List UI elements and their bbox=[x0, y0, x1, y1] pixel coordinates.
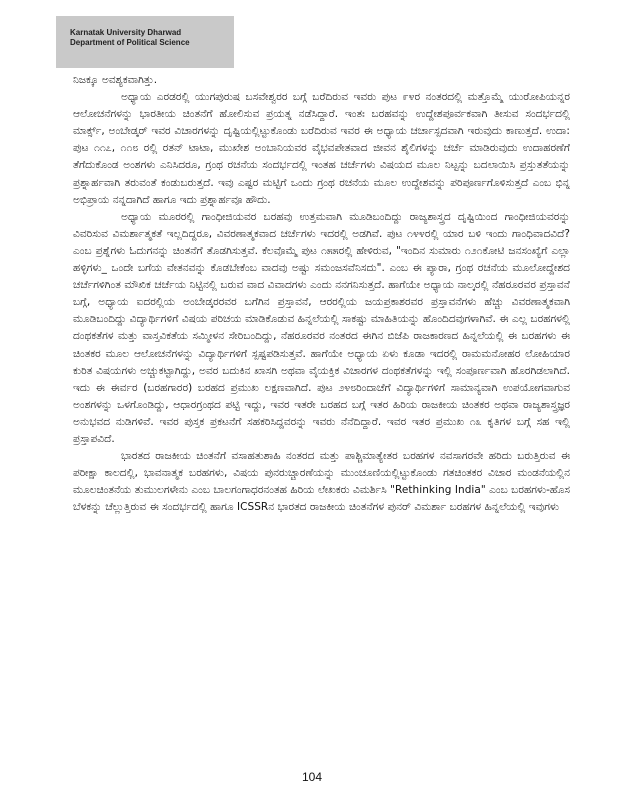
page-body bbox=[73, 72, 570, 516]
department-name: Department of Political Science bbox=[70, 38, 190, 47]
paragraph-3: ಅಧ್ಯಾಯ ಮೂರರಲ್ಲಿ ಗಾಂಧೀಜಿಯವರ ಬರಹವು ಉತ್ತಮವಾಗಿ ಮೂಡಿಬಂದಿದ್ದು ರಾಜ್ಯಶಾಸ್ತ್ರದ ದೃಷ್ಟಿಯಿಂದ ಗಾಂಧೀಜಿಯವರನ್ನು ವಿವರಿಸುವ ವಿಮರ್ಶಾತ್ಮಕತೆ ಇಲ್ಲದಿದ್ದರೂ, ವಿವರಣಾತ್ಮಕವಾದ ಚರ್ಚೆಗಳು ಇದರಲ್ಲಿ ಅಡಗಿವೆ. ಪುಟ ೧೪೪ರಲ್ಲಿ ಯಾರ ಬಳಿ ಇಂದು ಗಾಂಧಿವಾದವಿದೆ? ಎಂಬ ಪ್ರಶ್ನೆಗಳು ಓದುಗನನ್ನು ಚಿಂತನೆಗೆ ತೊಡಗಿಸುತ್ತವೆ. ಕೆಲವೊಮ್ಮೆ ಪುಟ ೧೫೫ರಲ್ಲಿ ಹೇಳಿರುವ, "ಇಂದಿನ ಸುಮಾರು ೧೨೧ಕೋಟಿ ಜನಸಂಖ್ಯೆಗೆ ಎಲ್ಲಾ ಹಳ್ಳಿಗಳು_ ಒಂದೇ ಬಗೆಯ ವೇತನವನ್ನು ಕೊಡಬೇಕೆಂಬ ವಾದವು ಅಷ್ಟು ಸಮಂಜಸವೆನಿಸದು". ಎಂಬ ಈ ಪ್ಯಾರಾ, ಗ್ರಂಥ ರಚನೆಯ ಮೂಲೋದ್ದೇಶದ ಚರ್ಚೆಗಳಿಗಿಂತ ಮೌಖಿಕ ಚರ್ಚೆಯ ನಿಟ್ಟಿನಲ್ಲಿ ಬರುವ ವಾದ ವಿವಾದಗಳು ಎಂದು ನನಗನಿಸುತ್ತದೆ. ಹಾಗೆಯೇ ಅಧ್ಯಾಯ ನಾಲ್ಕರಲ್ಲಿ ನೆಹರೂರವರ ಪ್ರಸ್ತಾವನೆ ಬಗ್ಗೆ, ಅಧ್ಯಾಯ ಐದರಲ್ಲಿಯ ಅಂಬೇಡ್ಕರರವರ ಬಗೆಗಿನ ಪ್ರಸ್ತಾವನೆ, ಆರರಲ್ಲಿಯ ಜಯಪ್ರಕಾಶರವರ ಪ್ರಸ್ತಾವನೆಗಳು ಹೆಚ್ಚು ವಿವರಣಾತ್ಮಕವಾಗಿ ಮೂಡಿಬಂದಿದ್ದು ವಿದ್ಯಾರ್ಥಿಗಳಿಗೆ ವಿಷಯ ಪರಿಚಯ ಮಾಡಿಕೊಡುವ ಹಿನ್ನಲೆಯಲ್ಲಿ ಸಾಕಷ್ಟು ಮಾಹಿತಿಯನ್ನು ಹೊಂದಿದವುಗಳಾಗಿವೆ. ಈ ಎಲ್ಲ ಬರಹಗಳಲ್ಲಿ ದಂಥಕತೆಗಳ ಮತ್ತು ವಾಸ್ತವಿಕತೆಯ ಸಮ್ಮೀಳನ ಸೇರಿಬಂದಿದ್ದು, ನೆಹರೂರವರ ನಂತರದ ಈಗಿನ ಬಿಜೆಪಿ ರಾಜಕಾರಣದ ಹಿನ್ನಲೆಯಲ್ಲಿ ಈ ಬರಹಗಳು ಈ ಚಿಂತಕರ ಮೂಲ ಆಲೋಚನೆಗಳನ್ನು ವಿದ್ಯಾರ್ಥಿಗಳಿಗೆ ಸ್ಪಷ್ಟಪಡಿಸುತ್ತವೆ. ಹಾಗೆಯೇ ಅಧ್ಯಾಯ ಏಳು ಕೂಡಾ ಇದರಲ್ಲಿ ರಾಮಮನೋಹರ ಲೋಹಿಯಾರ ಕುರಿತ ವಿಷಯಗಳು ಅಚ್ಚುಕಟ್ಟಾಗಿದ್ದು, ಅವರ ಬದುಕಿನ ಖಾಸಗಿ ಅಥವಾ ವೈಯಕ್ತಿಕ ವಿಚಾರಗಳ ದಂಥಕತೆಗಳನ್ನು ಇಲ್ಲಿ ಸಂಪೂರ್ಣವಾಗಿ ಹೊರಗಿಡಲಾಗಿದೆ. ಇದು ಈ ಈರ್ವರ (ಬರಹಗಾರರ) ಬರಹದ ಪ್ರಮುಖ ಲಕ್ಷಣವಾಗಿದೆ. ಪುಟ ೨೪೮ರಿಂದಾಚೆಗೆ ವಿದ್ಯಾರ್ಥಿಗಳಿಗೆ ಸಾಮಾನ್ಯವಾಗಿ ಉಪಯೋಗವಾಗುವ ಅಂಶಗಳನ್ನು ಒಳಗೊಂಡಿದ್ದು, ಆಧಾರಗ್ರಂಥದ ಪಟ್ಟಿ ಇದ್ದು, ಇವರ ಇತರೇ ಬರಹದ ಬಗ್ಗೆ ಇತರ ಹಿರಿಯ ರಾಜಕೀಯ ಚಿಂತಕರ ಅಥವಾ ರಾಜ್ಯಶಾಸ್ತ್ರಜ್ಞರ ಅನುಭವದ ನುಡಿಗಳಿವೆ. ಇವರ ಪುಸ್ತಕ ಪ್ರಕಟನೆಗೆ ಸಹಕರಿಸಿದ್ದವರನ್ನು ಇವರು ನೆನೆದಿದ್ದಾರೆ. ಇವರ ಇತರ ಪ್ರಮುಖ ೧೩ ಕೃತಿಗಳ ಬಗ್ಗೆ ಸಹ ಇಲ್ಲಿ ಪ್ರಸ್ತಾಪವಿದೆ. bbox=[73, 210, 570, 445]
paragraph-4: ಭಾರತದ ರಾಜಕೀಯ ಚಿಂತನೆಗೆ ವಸಾಹತುಶಾಹಿ ನಂತರದ ಮತ್ತು ಪಾಶ್ಚಿಮಾತ್ಯೇತರ ಬರಹಗಳ ನವಸಾಗರವೇ ಹರಿದು ಬರುತ್ತಿರುವ ಈ ಪರೀಕ್ಷಾ ಕಾಲದಲ್ಲಿ, ಭಾವನಾತ್ಮಕ ಬರಹಗಳು, ವಿಷಯ ಪುನರುಚ್ಚಾರಣೆಯನ್ನು ಮುಂಚೂಣಿಯಲ್ಲಿಟ್ಟುಕೊಂಡು ಗತಚಿಂತಕರ ವಿಚಾರ ಮಂಡನೆಯಲ್ಲಿನ ಮೂಲಚಿಂತನೆಯ ತುಮುಲಗಳೇನು ಎಂಬ ಬಾಲಗಂಗಾಧರನಂತಹ ಹಿರಿಯ ಲೇಖಕರು ವಿಮರ್ಶಿಸಿ "Rethinking India" ಎಂಬ ಬರಹಗಳು-ಹೊಸ ಬೆಳಕನ್ನು ಚೆಲ್ಲುತ್ತಿರುವ ಈ ಸಂದರ್ಭದಲ್ಲಿ ಹಾಗೂ ICSSRನ ಭಾರತದ ರಾಜಕೀಯ ಚಿಂತನೆಗಳ ಪುನರ್ ವಿಮರ್ಶಾ ಬರಹಗಳ ಹಿನ್ನಲೆಯಲ್ಲಿ ಇವುಗಳು bbox=[73, 450, 570, 514]
university-name: Karnatak University Dharwad bbox=[70, 28, 182, 37]
institution-header bbox=[56, 16, 234, 68]
paragraph-2: ಅಧ್ಯಾಯ ಎರಡರಲ್ಲಿ ಯುಗಪುರುಷ ಬಸವೇಶ್ವರರ ಬಗ್ಗೆ ಬರೆದಿರುವ ಇವರು ಪುಟ ೯೪ರ ನಂತರದಲ್ಲಿ ಮತ್ತೊಮ್ಮೆ ಯುರೋಪಿಯನ್ನರ ಆಲೋಚನೆಗಳನ್ನು ಭಾರತೀಯ ಚಿಂತನೆಗೆ ಹೋಲಿಸುವ ಪ್ರಯತ್ನ ನಡೆಸಿದ್ದಾರೆ. ಇಂತಃ ಬರಹವನ್ನು ಉದ್ದೇಶಪೂರ್ವಕವಾಗಿ ತೀಸುವ ಸಂದರ್ಭದಲ್ಲಿ ಮಾರ್ಕ್ಸ್, ಅಂಬೇಡ್ಕರ್ ಇವರ ವಿಚಾರಗಳನ್ನು ದೃಷ್ಟಿಯಲ್ಲಿಟ್ಟುಕೊಂಡು ಬರೆದಿರುವ ಇವರ ಈ ಅಧ್ಯಾಯ ಚರ್ಚಾಸ್ಪದವಾಗಿ ಇರುವುದು ಕಾಣುತ್ತದೆ. ಉದಾ: ಪುಟ ೧೧೭, ೧೧೮ ರಲ್ಲಿ ರತನ್ ಟಾಟಾ, ಮುಖೇಶ ಅಂಬಾನಿಯವರ ವೈಭವಪೇತವಾದ ಜೀವನ ಶೈಲಿಗಳನ್ನು ಚರ್ಚೆ ಮಾಡಿರುವುದು ಉದಾಹರಣೆಗೆ ತೆಗೆದುಕೊಂಡ ಅಂಶಗಳು ಎನಿಸಿದರೂ, ಗ್ರಂಥ ರಚನೆಯ ಸಂದರ್ಭದಲ್ಲಿ ಇಂತಹ ಚರ್ಚೆಗಳು ವಿಷಯದ ಮೂಲ ನಿಟ್ಟನ್ನು ಬದಲಾಯಿಸಿ ಪ್ರಸ್ತುತತೆಯನ್ನು ಪ್ರಶ್ನಾರ್ಹವಾಗಿ ತರುವಂತೆ ಕಂಡುಬರುತ್ತದೆ. ಇವು ಎಷ್ಟರ ಮಟ್ಟಿಗೆ ಒಂದು ಗ್ರಂಥ ರಚನೆಯ ಮೂಲ ಉದ್ದೇಶವನ್ನು ಪರಿಪೂರ್ಣಗೊಳಿಸುತ್ತದೆ ಎಂಬ ಭಿನ್ನ ಅಭಿಪ್ರಾಯ ನನ್ನದಾಗಿದೆ ಹಾಗೂ ಇದು ಪ್ರಶ್ನಾರ್ಹವೂ ಹೌದು. bbox=[73, 91, 570, 206]
page-number: 104 bbox=[301, 770, 323, 784]
paragraph-1: ನಿಜಕ್ಕೂ ಅವಶ್ಯಕವಾಗಿತ್ತು. bbox=[73, 74, 158, 86]
